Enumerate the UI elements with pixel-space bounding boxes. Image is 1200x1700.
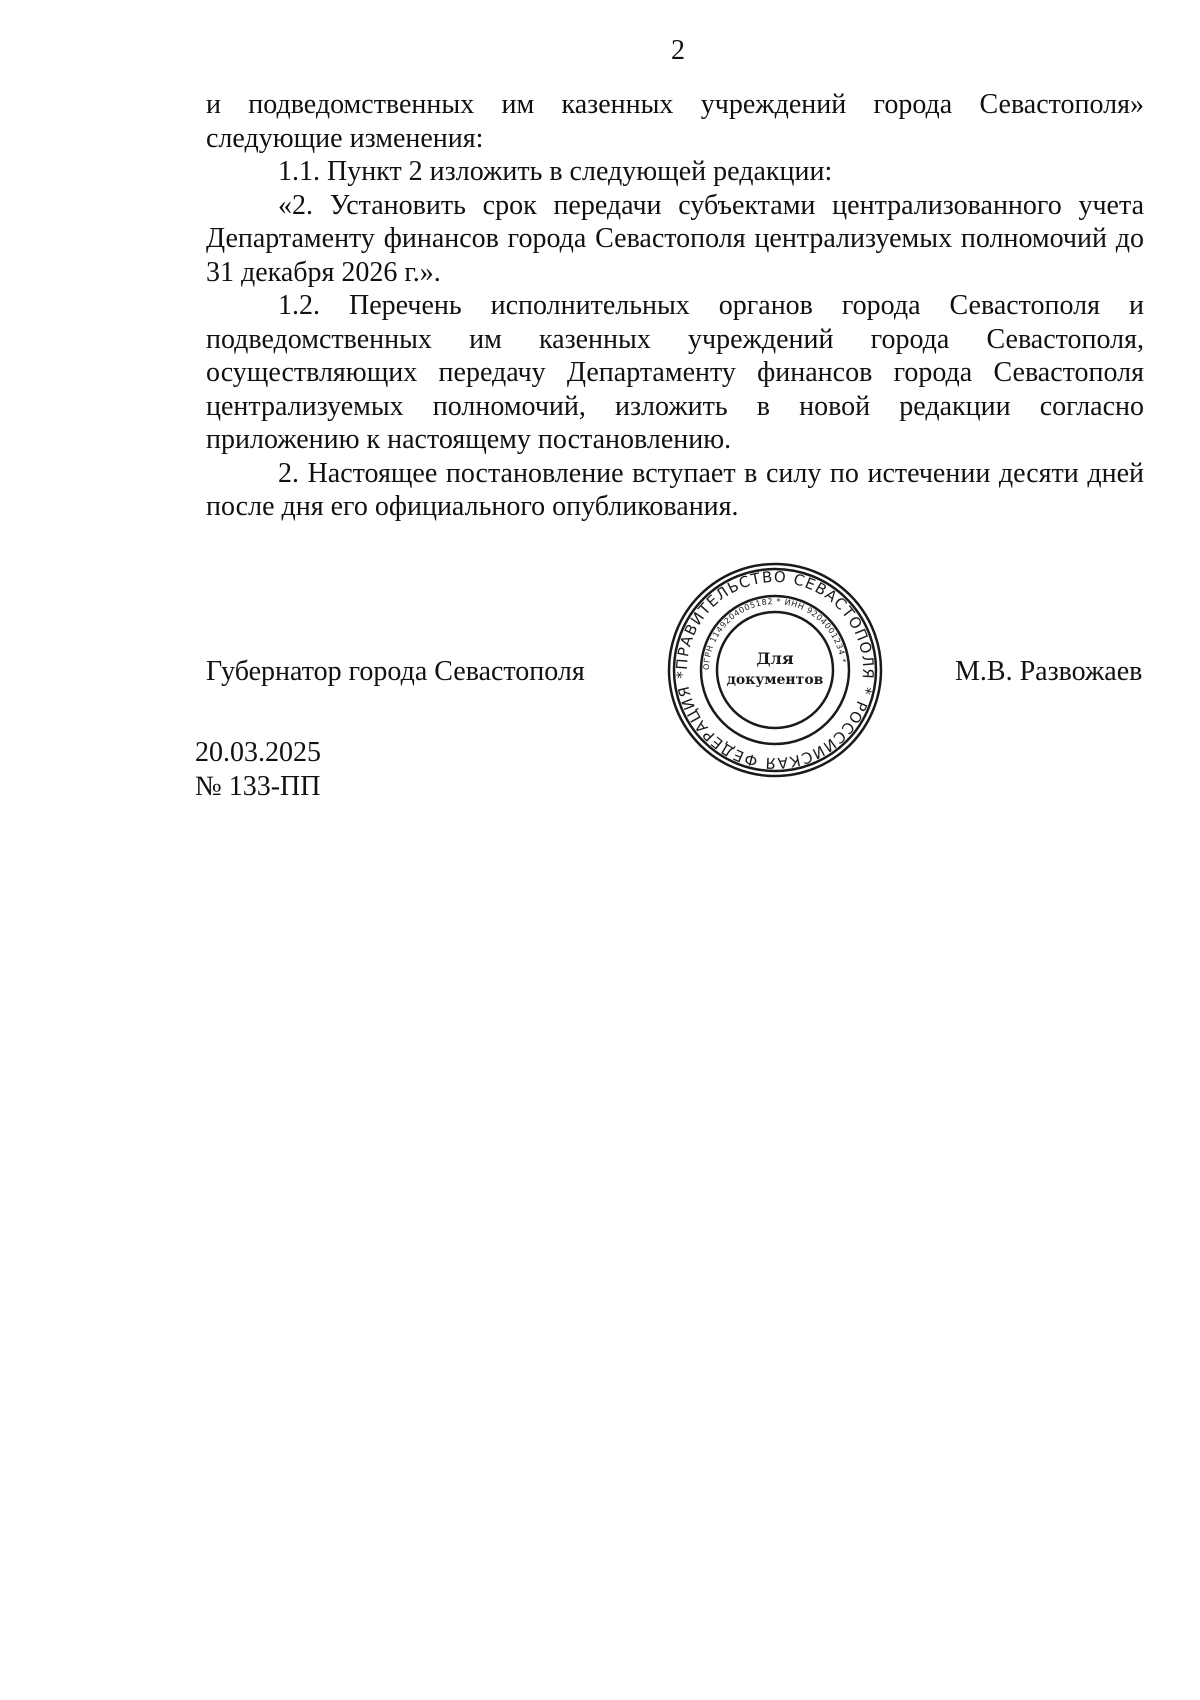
paragraph-continuation: и подведомственных им казенных учреждений города Севастополя» следующие изменения: bbox=[206, 89, 1144, 154]
paragraph-item-1-2: 1.2. Перечень исполнительных органов города Севастополя и подведомственных им казенных учреждений города Севастополя, осуществляющих передачу Департаменту финансов города Севастополя централизуемых полномочий, изложить в новой редакции согласно приложению к настоящему постановлению. bbox=[206, 290, 1144, 455]
seal-center-line-2: документов bbox=[726, 672, 824, 688]
document-meta bbox=[195, 736, 321, 804]
signatory-position: Губернатор города Севастополя bbox=[206, 656, 585, 687]
document-body bbox=[206, 88, 1144, 524]
document-number: № 133-ПП bbox=[195, 771, 321, 802]
paragraph-quoted-item-2: «2. Установить срок передачи субъектами централизованного учета Департаменту финансов города Севастополя централизуемых полномочий до 31 декабря 2026 г.». bbox=[206, 189, 1144, 288]
paragraph-item-2: 2. Настоящее постановление вступает в силу по истечении десяти дней после дня его официального опубликования. bbox=[206, 457, 1144, 522]
signature-block bbox=[0, 655, 1200, 695]
seal-outer-text: ПРАВИТЕЛЬСТВО СЕВАСТОПОЛЯ * РОССИЙСКАЯ ФЕДЕРАЦИЯ * bbox=[672, 567, 878, 773]
seal-center-line-1: Для bbox=[756, 649, 794, 668]
document-date: 20.03.2025 bbox=[195, 737, 321, 768]
paragraph-item-1-1: 1.1. Пункт 2 изложить в следующей редакции: bbox=[278, 156, 833, 187]
seal-inner-text: ОГРН 1149204005182 * ИНН 9204001234 * bbox=[701, 596, 848, 671]
page-number: 2 bbox=[671, 35, 685, 66]
signatory-name: М.В. Развожаев bbox=[955, 656, 1143, 687]
